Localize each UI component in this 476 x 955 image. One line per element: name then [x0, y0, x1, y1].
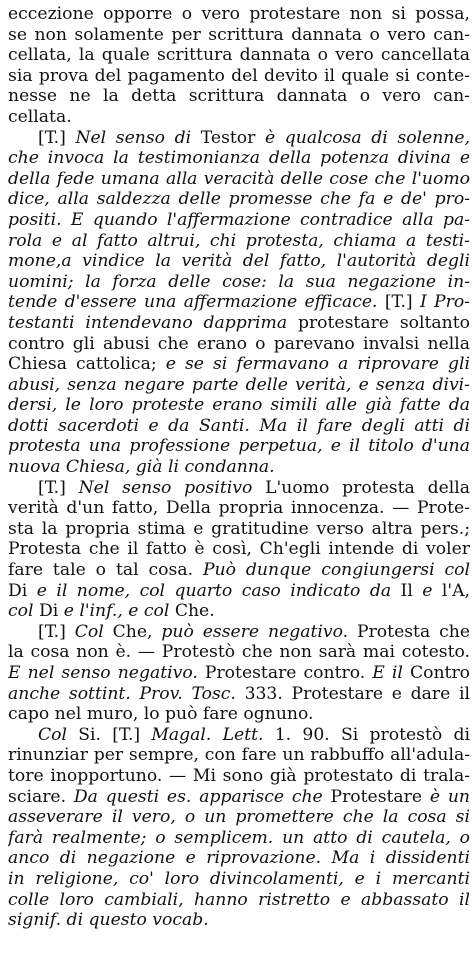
text-line — [8, 828, 470, 849]
text-line — [8, 869, 470, 890]
text-line — [8, 189, 470, 210]
text-line — [8, 272, 470, 293]
text-line — [8, 766, 470, 787]
text-line — [8, 354, 470, 375]
text-line — [8, 601, 470, 622]
text-line — [8, 395, 470, 416]
roman-text: Protesta che — [357, 621, 470, 642]
italic-text: col — [8, 601, 39, 622]
text-line — [8, 581, 470, 602]
text-line — [8, 416, 470, 437]
italic-text: Magal. Lett. — [151, 724, 275, 745]
roman-text: tore inopportuno. — Mi sono già protestato di trala- — [8, 765, 470, 786]
italic-text: signif. di questo vocab. — [8, 910, 209, 931]
text-line — [8, 86, 470, 107]
roman-text: [T.] — [38, 127, 76, 148]
roman-text: 1. 90. Si protestò di — [274, 724, 470, 745]
italic-text: uomini; la forza delle cose: la sua negazione in- — [8, 271, 470, 292]
roman-text: Si. [T.] — [78, 724, 152, 745]
roman-text: eccezione opporre o vero protestare non si possa, — [8, 4, 470, 24]
roman-text: Di — [8, 580, 37, 601]
italic-text: nuova Chiesa, già li condanna. — [8, 457, 275, 478]
text-line — [8, 313, 470, 334]
roman-text: Protestare contro. — [204, 663, 373, 683]
text-line — [8, 251, 470, 272]
roman-text: [T.] — [38, 621, 75, 642]
roman-text: cellata, la quale scrittura dannata o vero cancellata — [8, 45, 470, 66]
italic-text: dice, alla saldezza delle promesse che fa e de' pro- — [8, 189, 470, 210]
text-line — [8, 519, 470, 540]
roman-text: Che. — [174, 601, 215, 622]
italic-text: E il — [372, 663, 410, 683]
text-line — [8, 890, 470, 911]
roman-text: 333. Protestare e dare il — [244, 683, 470, 704]
italic-text: in religione, co' loro divincolamenti, e i mercanti — [8, 868, 470, 889]
italic-text: farà realmente; o semplicem. un atto di cautela, o — [8, 827, 470, 848]
roman-text: cellata. — [8, 106, 72, 127]
italic-text: che invoca la testimonianza della potenza divina e — [8, 148, 470, 169]
italic-text: rola e al fatto altrui, chi protesta, chiama a testi- — [8, 230, 470, 251]
roman-text: Chiesa cattolica; — [8, 354, 166, 375]
italic-text: della fede umana alla veracità delle cose che l'uomo — [8, 168, 470, 189]
text-line — [8, 148, 470, 169]
italic-text: mone,a vindice la verità del fatto, l'autorità degli — [8, 251, 470, 272]
italic-text: abusi, senza negare parte delle verità, e senza divi- — [8, 374, 470, 395]
text-line — [8, 642, 470, 663]
text-line — [8, 107, 470, 128]
italic-text: può essere negativo. — [161, 621, 358, 642]
text-line — [8, 334, 470, 355]
text-line — [8, 498, 470, 519]
roman-text: sta la propria stima e gratitudine verso altra pers.; — [8, 518, 470, 539]
text-line — [8, 66, 470, 87]
roman-text: verità d'un fatto, Della propria innocenza. — Prote- — [8, 498, 470, 519]
roman-text: Protesta che il fatto è così, Ch'egli intende di voler — [8, 539, 470, 560]
italic-text: dersi, le loro proteste erano simili alle già fatte da — [8, 395, 470, 416]
italic-text: Da questi es. apparisce che — [73, 786, 331, 807]
text-line — [8, 436, 470, 457]
text-line — [8, 663, 470, 684]
roman-text: sia prova del pagamento del devito il quale si conte- — [8, 65, 470, 86]
roman-text: [T.] — [384, 292, 420, 313]
roman-text: L'uomo protesta della — [265, 477, 470, 498]
italic-text: e — [422, 580, 442, 601]
text-line — [8, 128, 470, 149]
text-line — [8, 210, 470, 231]
italic-text: e l'inf., e col — [63, 601, 175, 622]
text-line — [8, 684, 470, 705]
roman-text: protestare soltanto — [297, 312, 470, 333]
roman-text: fare tale o tal cosa. — [8, 560, 203, 581]
italic-text: asseverare il vero, o un promettere che la cosa si — [8, 807, 470, 828]
text-line — [8, 622, 470, 643]
italic-text: e il nome, col quarto caso indicato da — [36, 580, 401, 601]
roman-text: Che, — [112, 621, 162, 642]
italic-text: anche sottint. Prov. Tosc. — [8, 683, 245, 704]
italic-text: è un — [429, 786, 470, 807]
text-line — [8, 25, 470, 46]
italic-text: Col — [38, 724, 79, 745]
text-line — [8, 478, 470, 499]
text-line — [8, 704, 470, 725]
roman-text: rinunziar per sempre, con fare un rabbuffo all'adula- — [8, 745, 470, 766]
italic-text: protesta una professione perpetua, e il titolo d'una — [8, 436, 470, 457]
text-line — [8, 375, 470, 396]
roman-text: contro gli abusi che erano o parevano invalsi nella — [8, 333, 470, 354]
text-line — [8, 560, 470, 581]
roman-text: Contro — [409, 663, 470, 683]
text-line — [8, 539, 470, 560]
italic-text: Nel senso di — [75, 127, 201, 148]
text-line — [8, 848, 470, 869]
roman-text: se non solamente per scrittura dannata o vero can- — [8, 24, 470, 45]
roman-text: [T.] — [38, 477, 79, 498]
roman-text: Di — [38, 601, 64, 622]
roman-text: sciare. — [8, 786, 74, 807]
italic-text: anco di negazione e riprovazione. Ma i dissidenti — [8, 848, 470, 869]
text-line — [8, 4, 470, 25]
italic-text: colle loro cambiali, hanno ristretto e abbassato il — [8, 889, 470, 910]
italic-text: è qualcosa di solenne, — [264, 127, 470, 148]
italic-text: positi. E quando l'affermazione contradice alla pa- — [8, 209, 470, 230]
italic-text: Nel senso positivo — [78, 477, 266, 498]
text-line — [8, 292, 470, 313]
text-line — [8, 169, 470, 190]
text-line — [8, 725, 470, 746]
text-line — [8, 457, 470, 478]
roman-text: Testor — [200, 127, 265, 148]
roman-text: Il — [400, 580, 423, 601]
roman-text: capo nel muro, lo può fare ognuno. — [8, 704, 314, 725]
text-line — [8, 45, 470, 66]
roman-text: l'A, — [441, 580, 470, 601]
italic-text: Col — [74, 621, 113, 642]
roman-text: la cosa non è. — Protestò che non sarà mai cotesto. — [8, 642, 470, 663]
italic-text: e se si fermavano a riprovare gli — [165, 354, 470, 375]
roman-text: Protestare — [330, 786, 430, 807]
text-line — [8, 787, 470, 808]
italic-text: I Pro- — [419, 292, 470, 313]
italic-text: Può dunque congiungersi col — [202, 560, 470, 581]
text-line — [8, 910, 470, 931]
italic-text: testanti intendevano dapprima — [8, 312, 298, 333]
italic-text: E nel senso negativo. — [8, 663, 205, 683]
roman-text: nesse ne la detta scrittura dannata o vero can- — [8, 86, 470, 107]
text-line — [8, 231, 470, 252]
text-line — [8, 745, 470, 766]
italic-text: dotti sacerdoti e da Santi. Ma il fare degli atti di — [8, 415, 470, 436]
text-line — [8, 807, 470, 828]
italic-text: tende d'essere una affermazione efficace. — [8, 292, 385, 313]
